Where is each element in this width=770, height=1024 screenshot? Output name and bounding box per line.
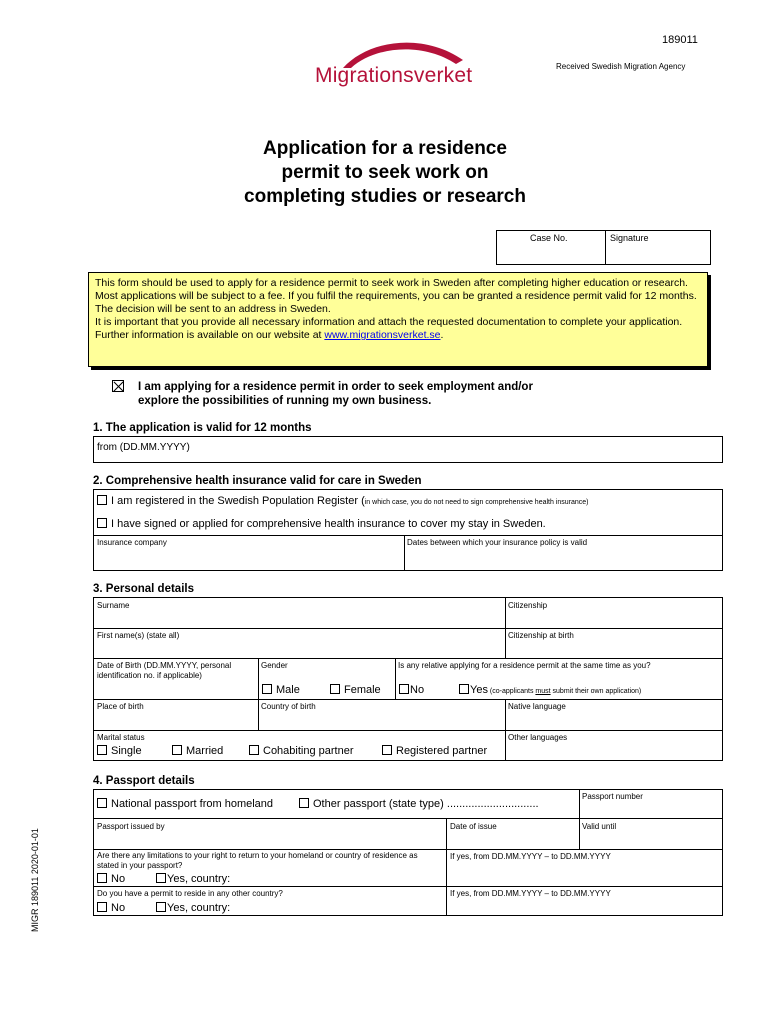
info-paragraph-2: It is important that you provide all necessary information and attach the requested documentation to complete your application. <box>95 316 683 328</box>
marital-married-option[interactable]: Married <box>172 745 223 757</box>
other-permit-no-option[interactable]: No <box>97 902 125 914</box>
signed-insurance-checkbox[interactable] <box>97 518 107 528</box>
form-revision-code: MIGR 189011 2020-01-01 <box>30 828 40 932</box>
place-of-birth-label: Place of birth <box>97 702 144 711</box>
surname-label: Surname <box>97 601 130 610</box>
info-box <box>88 272 708 367</box>
section-4-heading: 4. Passport details <box>93 775 195 787</box>
section-3-heading: 3. Personal details <box>93 583 194 595</box>
other-passport-checkbox[interactable] <box>299 798 309 808</box>
section-2-heading: 2. Comprehensive health insurance valid for care in Sweden <box>93 475 422 487</box>
single-checkbox[interactable] <box>97 745 107 755</box>
citizenship-label: Citizenship <box>508 601 548 610</box>
dob-label: Date of Birth (DD.MM.YYYY, personal identification no. if applicable) <box>97 661 232 680</box>
native-language-label: Native language <box>508 702 566 711</box>
form-number: 189011 <box>662 34 698 46</box>
valid-from-field[interactable] <box>93 436 723 463</box>
relative-no-checkbox[interactable] <box>399 684 409 694</box>
page-title <box>200 137 570 209</box>
apply-statement: I am applying for a residence permit in order to seek employment and/or explore the possibilities of running my own business. <box>138 381 533 407</box>
logo-text: Migrationsverket <box>315 64 473 87</box>
marital-status-label: Marital status <box>97 733 145 742</box>
cohabiting-checkbox[interactable] <box>249 745 259 755</box>
case-no-label: Case No. <box>530 233 568 243</box>
other-permit-if-yes-label: If yes, from DD.MM.YYYY – to DD.MM.YYYY <box>450 889 611 898</box>
passport-issued-by-label: Passport issued by <box>97 822 165 831</box>
limitations-no-option[interactable]: No <box>97 873 125 885</box>
insurance-dates-label: Dates between which your insurance policy is valid <box>407 538 588 547</box>
marital-cohabiting-option[interactable]: Cohabiting partner <box>249 745 354 757</box>
limitations-yes-checkbox[interactable] <box>156 873 166 883</box>
info-paragraph-1: This form should be used to apply for a residence permit to seek work in Sweden after completing higher education or research. Most applications will be subject to a fee. If you fulfil the requirements, you can be granted a residence permit valid for 12 months. The decision will be sent to an address in Sweden. <box>95 277 697 315</box>
married-checkbox[interactable] <box>172 745 182 755</box>
migrationsverket-logo <box>313 34 485 96</box>
signature-label: Signature <box>610 233 649 243</box>
personal-details-box <box>93 597 723 761</box>
other-permit-no-checkbox[interactable] <box>97 902 107 912</box>
relative-question: Is any relative applying for a residence permit at the same time as you? <box>398 661 651 670</box>
case-box <box>496 230 711 265</box>
apply-checkbox-checked[interactable] <box>112 380 124 392</box>
relative-no-option[interactable]: No <box>399 684 424 696</box>
male-checkbox[interactable] <box>262 684 272 694</box>
info-paragraph-3: Further information is available on our website at www.migrationsverket.se. <box>95 329 444 341</box>
valid-from-label: from (DD.MM.YYYY) <box>97 442 190 453</box>
section-1-heading: 1. The application is valid for 12 months <box>93 422 312 434</box>
title-line-2: permit to seek work on <box>281 162 489 183</box>
title-line-3: completing studies or research <box>244 186 526 207</box>
other-passport-option[interactable]: Other passport (state type) .............................. <box>299 798 539 810</box>
marital-single-option[interactable]: Single <box>97 745 142 757</box>
other-permit-yes-option[interactable]: Yes, country: <box>156 902 230 914</box>
received-label: Received Swedish Migration Agency <box>556 62 686 71</box>
country-of-birth-label: Country of birth <box>261 702 316 711</box>
website-link[interactable]: www.migrationsverket.se <box>324 329 441 341</box>
first-names-label: First name(s) (state all) <box>97 631 180 640</box>
gender-male-option[interactable]: Male <box>262 684 300 696</box>
citizenship-birth-label: Citizenship at birth <box>508 631 574 640</box>
national-passport-checkbox[interactable] <box>97 798 107 808</box>
gender-female-option[interactable]: Female <box>330 684 381 696</box>
limitations-question: Are there any limitations to your right to return to your homeland or country of residence as stated in your passport? <box>97 851 418 870</box>
relative-yes-checkbox[interactable] <box>459 684 469 694</box>
national-passport-option[interactable]: National passport from homeland <box>97 798 273 810</box>
other-languages-label: Other languages <box>508 733 568 742</box>
health-insurance-box <box>93 489 723 571</box>
limitations-if-yes-label: If yes, from DD.MM.YYYY – to DD.MM.YYYY <box>450 852 611 861</box>
female-checkbox[interactable] <box>330 684 340 694</box>
registered-checkbox[interactable] <box>382 745 392 755</box>
gender-label: Gender <box>261 661 288 670</box>
signed-insurance-option[interactable]: I have signed or applied for comprehensive health insurance to cover my stay in Sweden. <box>97 518 546 530</box>
population-register-option[interactable]: I am registered in the Swedish Population Register (in which case, you do not need to sign comprehensive health insurance) <box>97 495 589 507</box>
valid-until-label: Valid until <box>582 822 617 831</box>
insurance-company-label: Insurance company <box>97 538 167 547</box>
title-line-1: Application for a residence <box>263 138 507 159</box>
marital-registered-option[interactable]: Registered partner <box>382 745 487 757</box>
passport-number-label: Passport number <box>582 792 643 801</box>
population-register-checkbox[interactable] <box>97 495 107 505</box>
date-of-issue-label: Date of issue <box>450 822 497 831</box>
other-permit-question: Do you have a permit to reside in any other country? <box>97 889 283 898</box>
relative-yes-option[interactable]: Yes (co-applicants must submit their own application) <box>459 684 641 696</box>
limitations-yes-option[interactable]: Yes, country: <box>156 873 230 885</box>
limitations-no-checkbox[interactable] <box>97 873 107 883</box>
other-permit-yes-checkbox[interactable] <box>156 902 166 912</box>
passport-details-box <box>93 789 723 916</box>
